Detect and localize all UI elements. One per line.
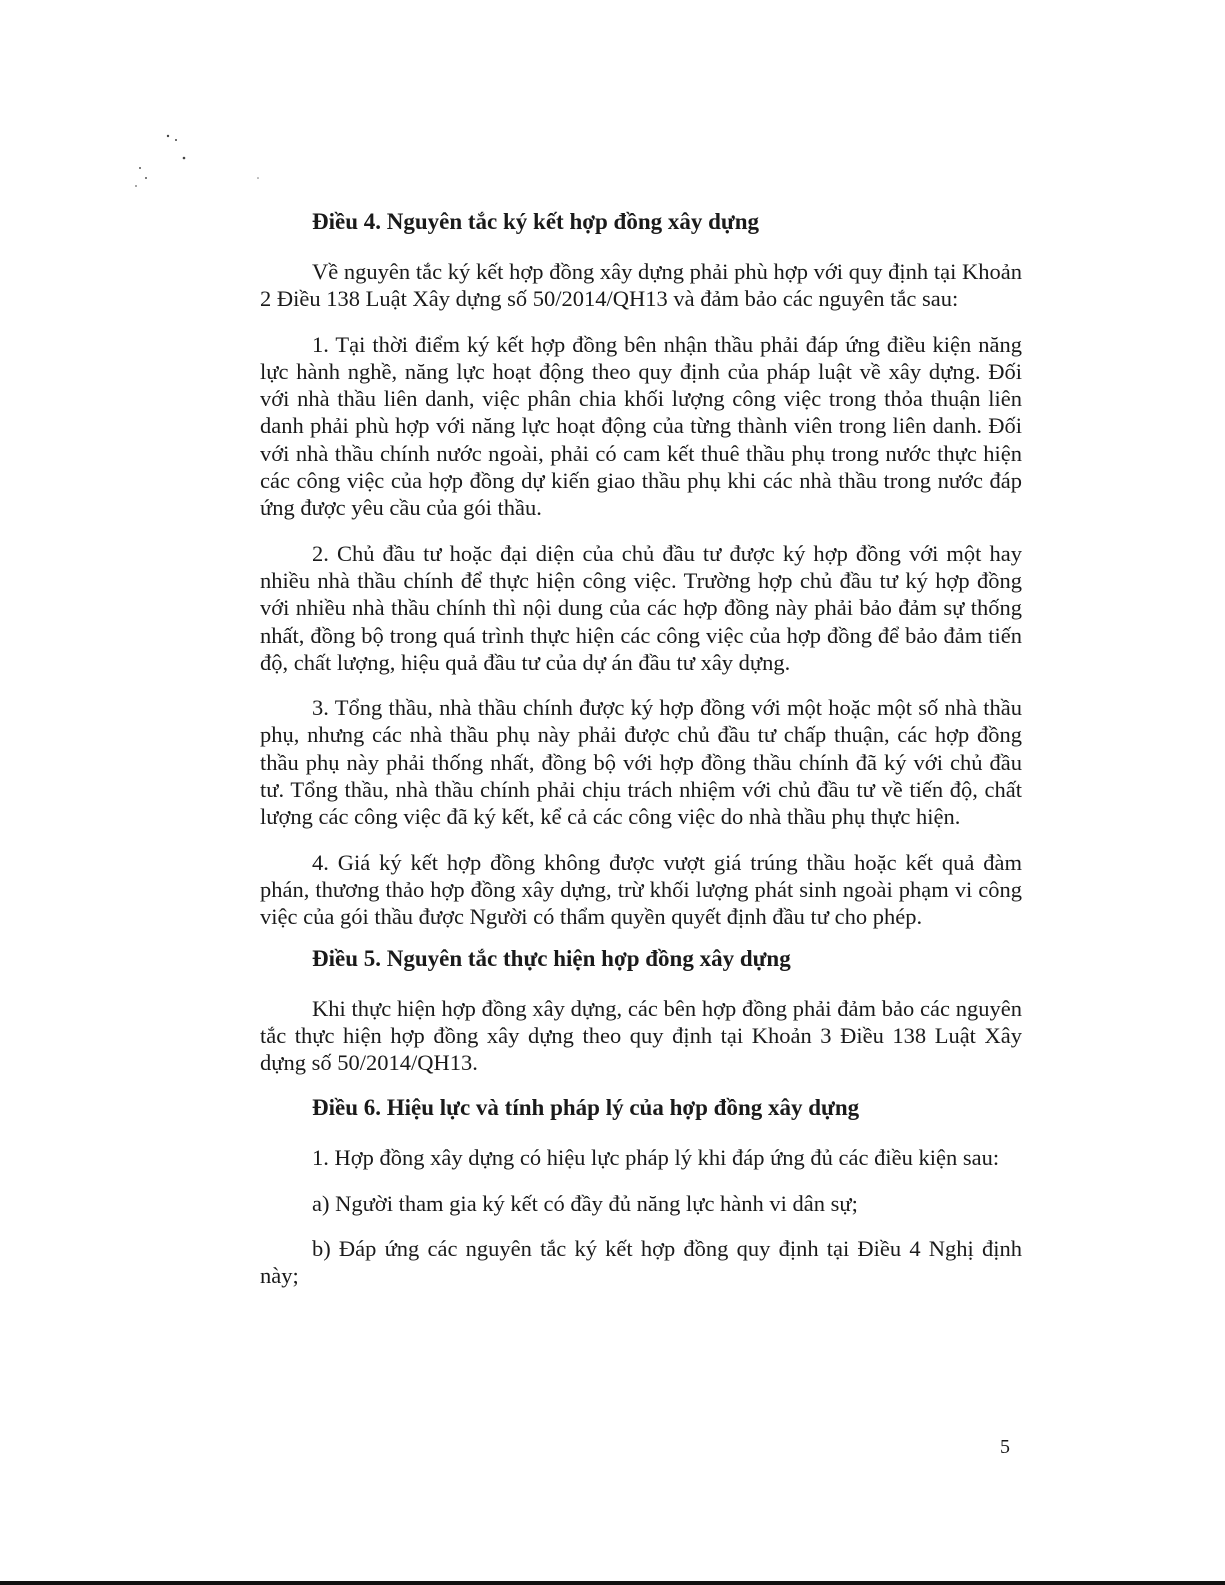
document-body bbox=[260, 208, 1022, 1308]
article-5-body: Khi thực hiện hợp đồng xây dựng, các bên hợp đồng phải đảm bảo các nguyên tắc thực hiện hợp đồng xây dựng theo quy định tại Khoản 3 Điều 138 Luật Xây dựng số 50/2014/QH13. bbox=[260, 995, 1022, 1076]
article-6-item-b: b) Đáp ứng các nguyên tắc ký kết hợp đồng quy định tại Điều 4 Nghị định này; bbox=[260, 1236, 1022, 1289]
article-4-intro: Về nguyên tắc ký kết hợp đồng xây dựng phải phù hợp với quy định tại Khoản 2 Điều 138 Luật Xây dựng số 50/2014/QH13 và đảm bảo các nguyên tắc sau: bbox=[260, 259, 1022, 312]
article-6-clause-1: 1. Hợp đồng xây dựng có hiệu lực pháp lý khi đáp ứng đủ các điều kiện sau: bbox=[312, 1145, 1000, 1171]
article-5-heading: Điều 5. Nguyên tắc thực hiện hợp đồng xây dựng bbox=[312, 945, 791, 971]
scan-specks bbox=[120, 120, 280, 210]
article-4-clause-1: 1. Tại thời điểm ký kết hợp đồng bên nhận thầu phải đáp ứng điều kiện năng lực hành nghề, năng lực hoạt động theo quy định của pháp luật về xây dựng. Đối với nhà thầu liên danh, việc phân chia khối lượng công việc trong thỏa thuận liên danh phải phù hợp với năng lực hoạt động của từng thành viên trong liên danh. Đối với nhà thầu chính nước ngoài, phải có cam kết thuê thầu phụ trong nước thực hiện các công việc của hợp đồng dự kiến giao thầu phụ khi các nhà thầu trong nước đáp ứng được yêu cầu của gói thầu. bbox=[260, 331, 1022, 521]
article-4-clause-3: 3. Tổng thầu, nhà thầu chính được ký hợp đồng với một hoặc một số nhà thầu phụ, nhưng các nhà thầu phụ này phải được chủ đầu tư chấp thuận, các hợp đồng thầu phụ này phải thống nhất, đồng bộ với hợp đồng thầu chính đã ký với chủ đầu tư. Tổng thầu, nhà thầu chính phải chịu trách nhiệm với chủ đầu tư về tiến độ, chất lượng các công việc đã ký kết, kể cả các công việc do nhà thầu phụ thực hiện. bbox=[260, 695, 1022, 830]
article-4-heading: Điều 4. Nguyên tắc ký kết hợp đồng xây dựng bbox=[312, 209, 760, 234]
page-number: 5 bbox=[1000, 1436, 1010, 1458]
article-6-item-a: a) Người tham gia ký kết có đầy đủ năng lực hành vi dân sự; bbox=[312, 1190, 858, 1216]
bottom-scan-edge bbox=[0, 1581, 1225, 1585]
article-6-heading: Điều 6. Hiệu lực và tính pháp lý của hợp đồng xây dựng bbox=[312, 1095, 860, 1121]
article-4-clause-4: 4. Giá ký kết hợp đồng không được vượt giá trúng thầu hoặc kết quả đàm phán, thương thảo hợp đồng xây dựng, trừ khối lượng phát sinh ngoài phạm vi công việc của gói thầu được Người có thẩm quyền quyết định đầu tư cho phép. bbox=[260, 849, 1022, 930]
article-4-clause-2: 2. Chủ đầu tư hoặc đại diện của chủ đầu tư được ký hợp đồng với một hay nhiều nhà thầu chính để thực hiện công việc. Trường hợp chủ đầu tư ký hợp đồng với nhiều nhà thầu chính thì nội dung của các hợp đồng này phải bảo đảm sự thống nhất, đồng bộ trong quá trình thực hiện các công việc của hợp đồng để bảo đảm tiến độ, chất lượng, hiệu quả đầu tư của dự án đầu tư xây dựng. bbox=[260, 540, 1022, 675]
